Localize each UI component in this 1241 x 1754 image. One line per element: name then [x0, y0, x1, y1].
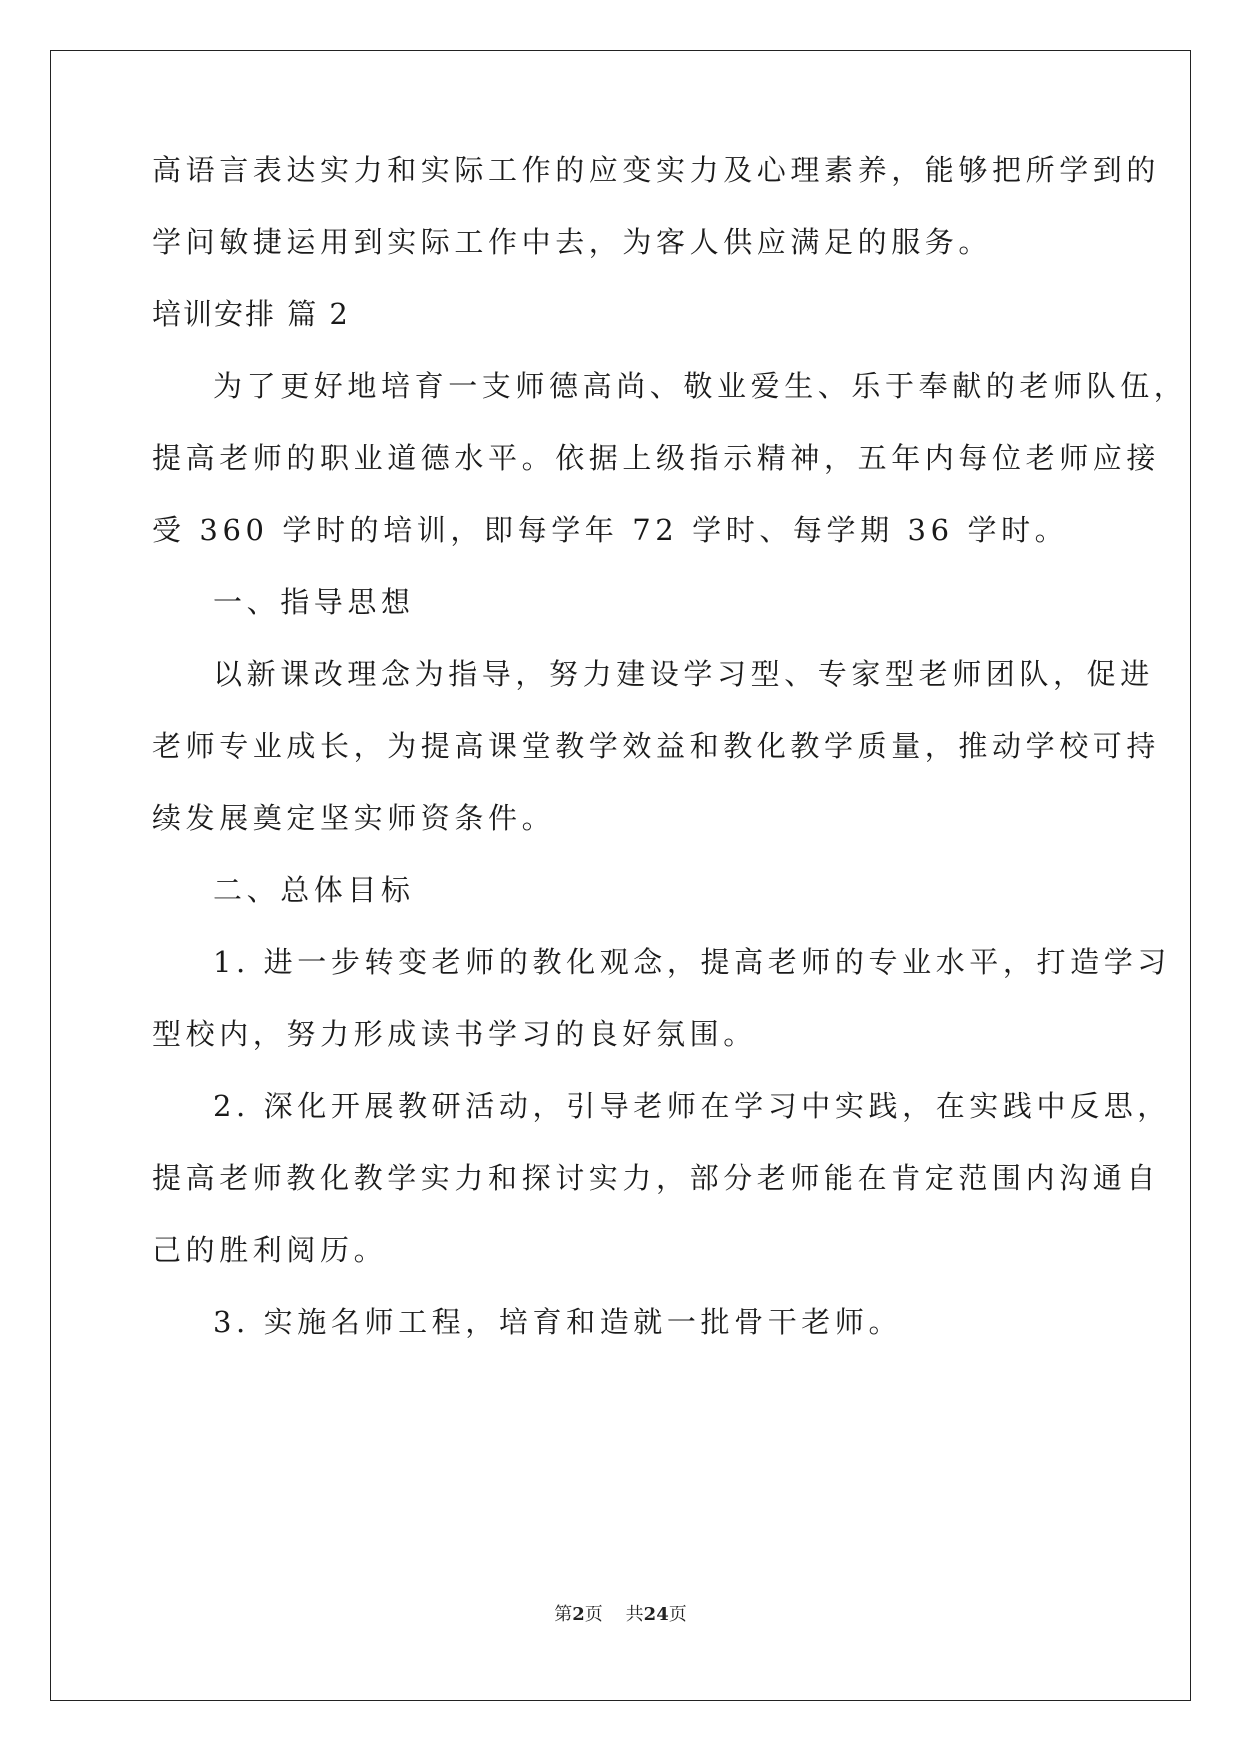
- paragraph-line: 2. 深化开展教研活动，引导老师在学习中实践，在实践中反思，: [213, 1089, 1171, 1123]
- section-title: 培训安排 篇 2: [152, 297, 350, 331]
- footer-total-pages: 24: [643, 1604, 669, 1625]
- paragraph-line: 续发展奠定坚实师资条件。: [152, 801, 556, 835]
- page-footer: [0, 1603, 1241, 1627]
- paragraph-line: 己的胜利阅历。: [152, 1233, 388, 1267]
- footer-page-prefix: 第: [554, 1604, 573, 1625]
- footer-page-number: 2: [572, 1604, 585, 1625]
- paragraph-line: 3. 实施名师工程，培育和造就一批骨干老师。: [213, 1305, 903, 1339]
- paragraph-line: 受 360 学时的培训，即每学年 72 学时、每学期 36 学时。: [152, 513, 1069, 547]
- footer-total-prefix: 共: [625, 1604, 644, 1625]
- paragraph-line: 老师专业成长，为提高课堂教学效益和教化教学质量，推动学校可持: [152, 729, 1161, 763]
- paragraph-line: 提高老师的职业道德水平。依据上级指示精神，五年内每位老师应接: [152, 441, 1161, 475]
- paragraph-line: 高语言表达实力和实际工作的应变实力及心理素养，能够把所学到的: [152, 153, 1161, 187]
- paragraph-line: 以新课改理念为指导，努力建设学习型、专家型老师团队，促进: [213, 657, 1154, 691]
- subheading: 二、总体目标: [213, 873, 415, 907]
- subheading: 一、指导思想: [213, 585, 415, 619]
- footer-total-suffix: 页: [668, 1604, 687, 1625]
- paragraph-line: 提高老师教化教学实力和探讨实力，部分老师能在肯定范围内沟通自: [152, 1161, 1161, 1195]
- paragraph-line: 为了更好地培育一支师德高尚、敬业爱生、乐于奉献的老师队伍，: [213, 369, 1188, 403]
- footer-page-suffix: 页: [584, 1604, 603, 1625]
- paragraph-line: 1. 进一步转变老师的教化观念，提高老师的专业水平，打造学习: [213, 945, 1171, 979]
- paragraph-line: 型校内，努力形成读书学习的良好氛围。: [152, 1017, 757, 1051]
- paragraph-line: 学问敏捷运用到实际工作中去，为客人供应满足的服务。: [152, 225, 993, 259]
